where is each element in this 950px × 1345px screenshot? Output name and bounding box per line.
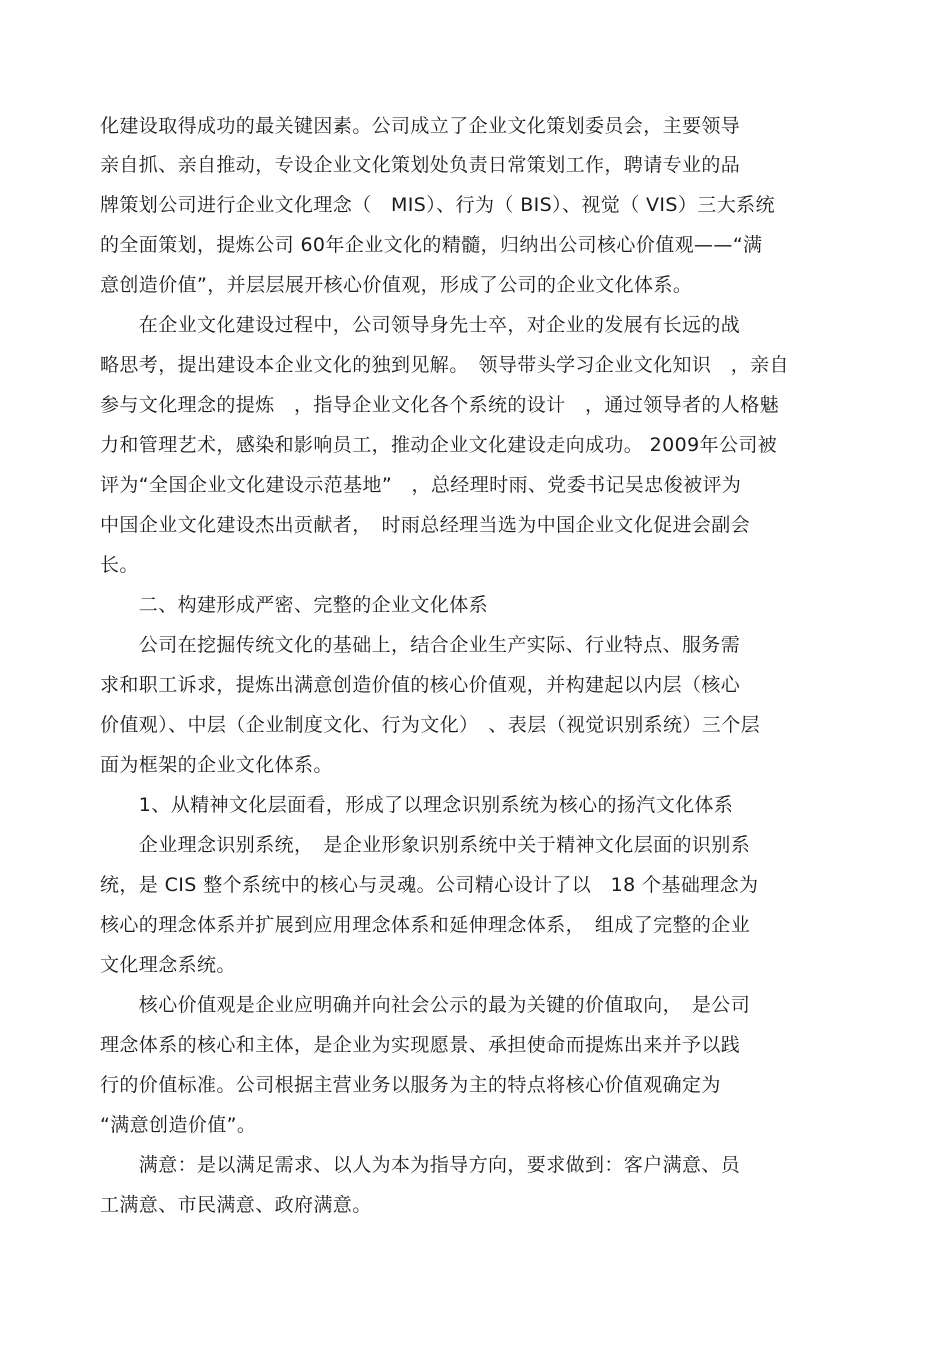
text-line: 工满意、市民满意、政府满意。 (100, 1194, 372, 1216)
section-heading: 二、构建形成严密、完整的企业文化体系 (100, 594, 489, 616)
text-line: 意创造价值”，并层层展开核心价值观，形成了公司的企业文化体系。 (100, 274, 693, 296)
text-line: 理念体系的核心和主体，是企业为实现愿景、承担使命而提炼出来并予以践 (100, 1034, 741, 1056)
text-line: 核心价值观是企业应明确并向社会公示的最为关键的价值取向， 是公司 (100, 994, 751, 1016)
text-line: 价值观）、中层（企业制度文化、行为文化） 、表层（视觉识别系统）三个层 (100, 714, 761, 736)
text-line: 行的价值标准。公司根据主营业务以服务为主的特点将核心价值观确定为 (100, 1074, 721, 1096)
subsection-heading: 1、从精神文化层面看，形成了以理念识别系统为核心的扬汽文化体系 (100, 794, 734, 816)
text-line: 长。 (100, 554, 139, 576)
text-line: 化建设取得成功的最关键因素。公司成立了企业文化策划委员会，主要领导 (100, 115, 741, 137)
text-line: 的全面策划，提炼公司 60年企业文化的精髓，归纳出公司核心价值观——“满 (100, 234, 763, 256)
text-line: 评为“全国企业文化建设示范基地” ，总经理时雨、党委书记吴忠俊被评为 (100, 474, 742, 496)
text-line: 牌策划公司进行企业文化理念（ MIS）、行为（ BIS）、视觉（ VIS）三大系统 (100, 194, 775, 216)
text-line: 核心的理念体系并扩展到应用理念体系和延伸理念体系， 组成了完整的企业 (100, 914, 751, 936)
text-line: 参与文化理念的提炼 ，指导企业文化各个系统的设计 ，通过领导者的人格魅 (100, 394, 780, 416)
text-line: 求和职工诉求，提炼出满意创造价值的核心价值观，并构建起以内层（核心 (100, 674, 741, 696)
text-line: 亲自抓、亲自推动，专设企业文化策划处负责日常策划工作，聘请专业的品 (100, 154, 741, 176)
text-line: 公司在挖掘传统文化的基础上，结合企业生产实际、行业特点、服务需 (100, 634, 741, 656)
text-line: 略思考，提出建设本企业文化的独到见解。 领导带头学习企业文化知识 ，亲自 (100, 354, 789, 376)
text-line: 统，是 CIS 整个系统中的核心与灵魂。公司精心设计了以 18 个基础理念为 (100, 874, 759, 896)
text-line: 在企业文化建设过程中，公司领导身先士卒，对企业的发展有长远的战 (100, 314, 741, 336)
text-line: 中国企业文化建设杰出贡献者， 时雨总经理当选为中国企业文化促进会副会 (100, 514, 751, 536)
text-line: 满意：是以满足需求、以人为本为指导方向，要求做到：客户满意、员 (100, 1154, 741, 1176)
text-line: “满意创造价值”。 (100, 1114, 257, 1136)
text-line: 文化理念系统。 (100, 954, 236, 976)
text-line: 面为框架的企业文化体系。 (100, 754, 333, 776)
text-line: 企业理念识别系统， 是企业形象识别系统中关于精神文化层面的识别系 (100, 834, 751, 856)
text-line: 力和管理艺术，感染和影响员工，推动企业文化建设走向成功。 2009年公司被 (100, 434, 778, 456)
